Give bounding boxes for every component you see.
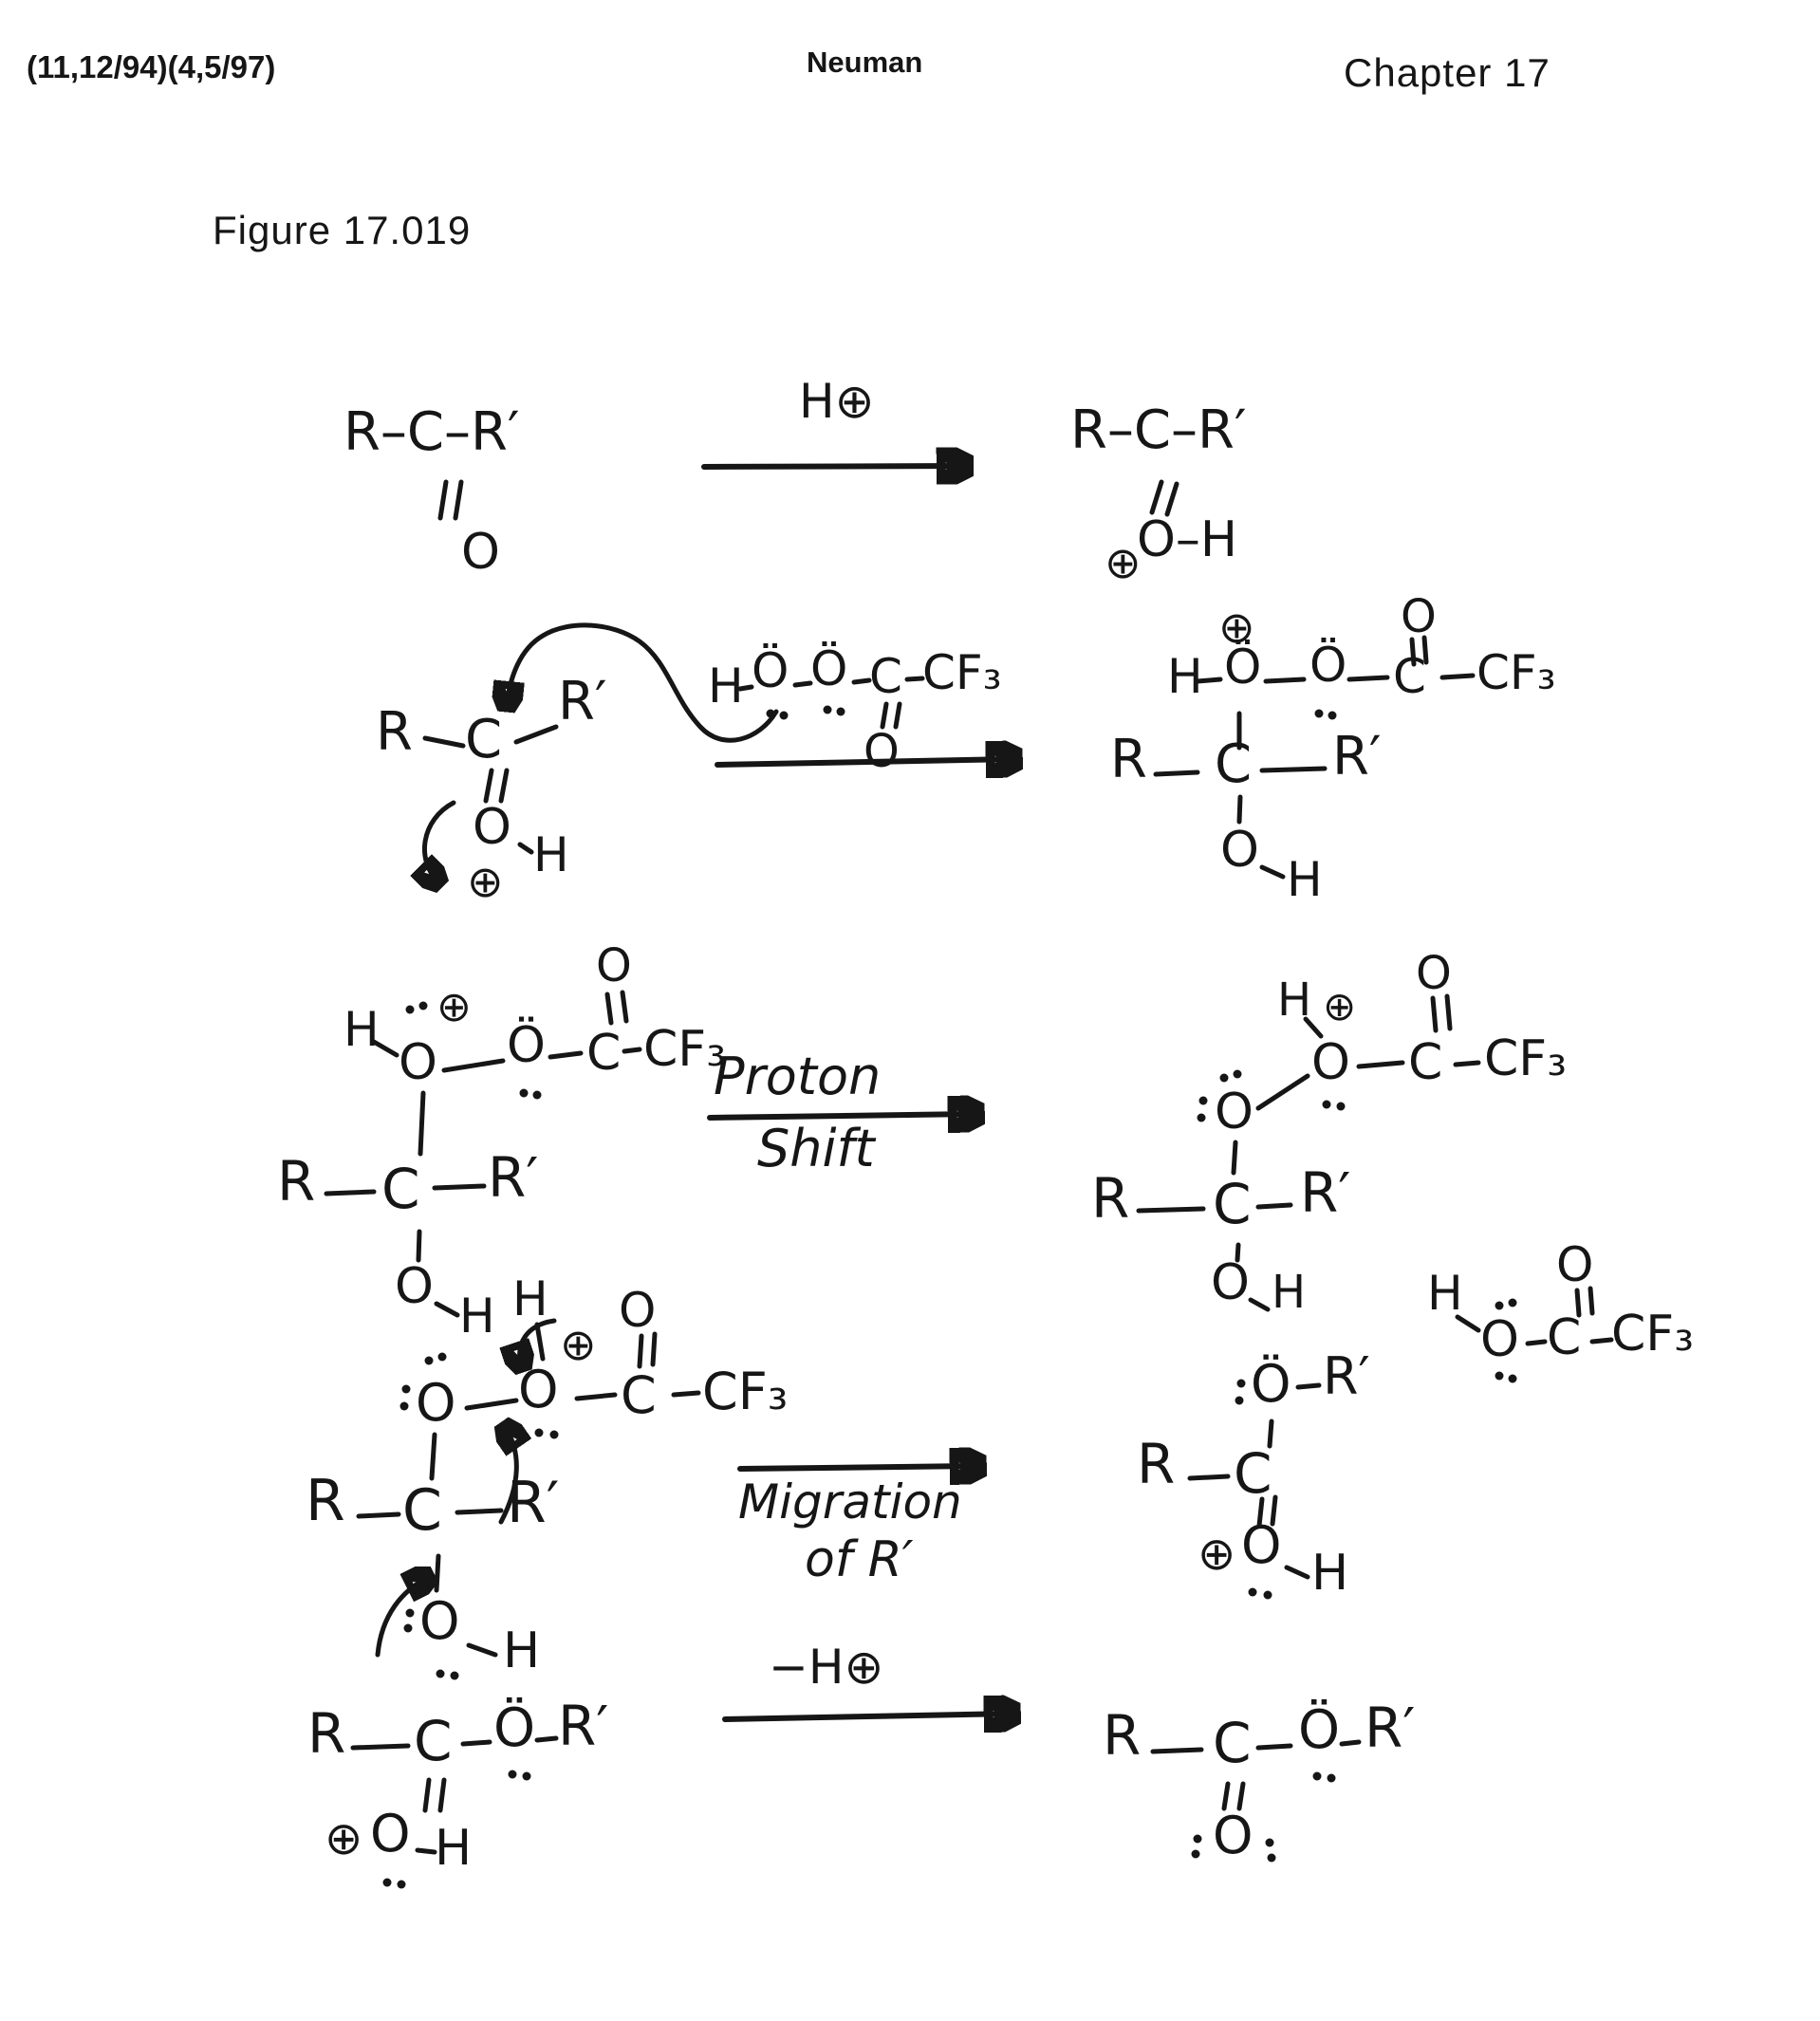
s3-right-h: H — [1277, 973, 1312, 1027]
s3-right-rp: R′ — [1300, 1160, 1351, 1225]
s3-left-cf3: CF₃ — [643, 1021, 727, 1078]
s4-ester-h: H — [1311, 1545, 1349, 1602]
s3-left-o2: Ö — [507, 1017, 546, 1074]
s4-ester-c: C — [1234, 1441, 1272, 1506]
s4-ester-rp: R′ — [1323, 1346, 1370, 1406]
s2-peracid-h: H — [708, 658, 744, 714]
s3-left-r: R — [277, 1149, 316, 1214]
s5-right-o2: O — [1213, 1806, 1254, 1865]
s3-left-carbonyl-o: O — [596, 939, 632, 992]
s3-left-h2: H — [459, 1289, 495, 1344]
s2-product-carbonyl-o: O — [1401, 590, 1437, 643]
s5-left-o2: O — [370, 1804, 411, 1863]
s5-left-o: Ö — [493, 1697, 536, 1759]
s3-left-rp: R′ — [488, 1145, 539, 1210]
s4-ester-o2: O — [1241, 1515, 1282, 1575]
s4-label-of-rp: of R′ — [805, 1531, 914, 1588]
s1-product-formula: R–C–R′ — [1070, 399, 1247, 461]
step3-reaction-arrow — [710, 1114, 977, 1118]
s1-arrow-label: H⊕ — [799, 374, 875, 429]
s3-left-o3: O — [395, 1258, 434, 1315]
s5-arrow-label: −H⊕ — [769, 1640, 884, 1695]
s3-right-h2: H — [1272, 1266, 1307, 1319]
s2-reactant-plus-icon: ⊕ — [467, 856, 504, 907]
s3-left-o1: O — [399, 1034, 437, 1091]
s2-reactant-rp: R′ — [558, 671, 607, 732]
header-date-codes: (11,12/94)(4,5/97) — [27, 49, 276, 84]
s4-tfa-o: O — [1480, 1311, 1519, 1368]
s3-right-carbonyl-o: O — [1416, 947, 1452, 1000]
s3-left-h: H — [344, 1002, 380, 1057]
s2-product-c2: C — [1215, 733, 1253, 795]
s3-label-shift: Shift — [757, 1119, 875, 1178]
s2-product-cf3: CF₃ — [1476, 645, 1556, 700]
s2-product-plus-icon: ⊕ — [1218, 602, 1255, 653]
s4-left-r: R — [306, 1468, 345, 1534]
s2-product-c: C — [1393, 649, 1426, 704]
s2-peracid-cf3: CF₃ — [922, 645, 1002, 700]
s5-right-rp: R′ — [1365, 1696, 1416, 1760]
s3-left-c: C — [586, 1025, 622, 1082]
s2-peracid-o2: Ö — [810, 641, 848, 696]
s5-right-r: R — [1103, 1703, 1142, 1768]
s4-label-migration: Migration — [738, 1474, 962, 1530]
s4-left-h2: H — [503, 1622, 541, 1679]
step2-pi-arrow — [424, 803, 454, 882]
s5-left-r: R — [307, 1701, 346, 1766]
s4-left-o2: O — [518, 1360, 559, 1419]
s5-right-c: C — [1213, 1711, 1252, 1775]
s3-label-proton: Proton — [714, 1047, 882, 1106]
s5-left-plus-icon: ⊕ — [325, 1812, 363, 1865]
s3-right-o1: O — [1215, 1084, 1254, 1140]
header-author: Neuman — [807, 46, 923, 79]
s4-left-c2: C — [402, 1477, 442, 1544]
s2-product-o2: Ö — [1309, 638, 1347, 693]
s3-right-c: C — [1408, 1034, 1443, 1091]
s2-peracid-c: C — [869, 649, 902, 704]
s4-left-carbonyl-o: O — [619, 1283, 657, 1338]
s4-tfa-carbonyl-o: O — [1556, 1237, 1594, 1292]
s4-left-o3: O — [419, 1591, 460, 1651]
s1-product-oh: O–H — [1137, 511, 1238, 568]
s4-tfa-cf3: CF₃ — [1611, 1306, 1695, 1363]
s3-right-plus-icon: ⊕ — [1323, 983, 1357, 1029]
s2-peracid-o1: Ö — [752, 643, 789, 698]
s2-reactant-o: O — [473, 799, 511, 856]
step4-reaction-arrow — [740, 1466, 979, 1469]
s3-right-c2: C — [1213, 1172, 1252, 1236]
s4-ester-r: R — [1137, 1432, 1176, 1496]
s2-product-h: H — [1167, 649, 1203, 704]
s2-reactant-c: C — [465, 709, 503, 770]
s4-left-plus-icon: ⊕ — [560, 1319, 597, 1370]
s5-left-h: H — [435, 1820, 473, 1877]
s5-left-rp: R′ — [558, 1694, 609, 1758]
s4-left-rp: R′ — [507, 1470, 560, 1536]
figure-label: Figure 17.019 — [213, 208, 472, 252]
s3-left-c2: C — [381, 1157, 420, 1221]
s3-left-plus-icon: ⊕ — [436, 983, 472, 1031]
s1-reactant-carbonyl-o: O — [461, 524, 500, 581]
s4-left-h: H — [512, 1271, 548, 1326]
step1-reaction-arrow — [704, 466, 966, 467]
s3-right-o3: O — [1211, 1254, 1250, 1311]
step5-reaction-arrow — [725, 1714, 1013, 1719]
s4-ester-o: Ö — [1251, 1354, 1291, 1414]
s2-peracid-carbonyl-o: O — [864, 725, 900, 778]
s2-reactant-r: R — [376, 701, 413, 763]
s5-right-o: Ö — [1298, 1699, 1341, 1761]
s3-right-r: R — [1091, 1166, 1130, 1231]
s4-ester-plus-icon: ⊕ — [1198, 1528, 1236, 1581]
s3-right-cf3: CF₃ — [1484, 1030, 1568, 1087]
header-chapter: Chapter 17 — [1344, 50, 1551, 95]
s1-reactant-formula: R–C–R′ — [344, 401, 520, 463]
s4-left-cf3: CF₃ — [702, 1362, 789, 1421]
s1-product-plus-icon: ⊕ — [1105, 537, 1142, 588]
s4-left-c: C — [621, 1365, 657, 1425]
s2-product-r: R — [1110, 729, 1147, 790]
s3-right-o2: O — [1311, 1034, 1350, 1091]
s4-left-o1: O — [416, 1373, 456, 1433]
s4-tfa-h: H — [1427, 1266, 1463, 1321]
s2-product-o3: O — [1220, 822, 1259, 879]
step1-bonds — [440, 466, 1177, 518]
s2-product-h2: H — [1287, 852, 1323, 907]
s2-product-rp: R′ — [1332, 726, 1382, 788]
s5-left-c: C — [414, 1709, 453, 1773]
s2-product-o1: Ö — [1224, 640, 1262, 695]
s4-tfa-c: C — [1547, 1309, 1582, 1366]
s2-reactant-h: H — [533, 827, 569, 882]
